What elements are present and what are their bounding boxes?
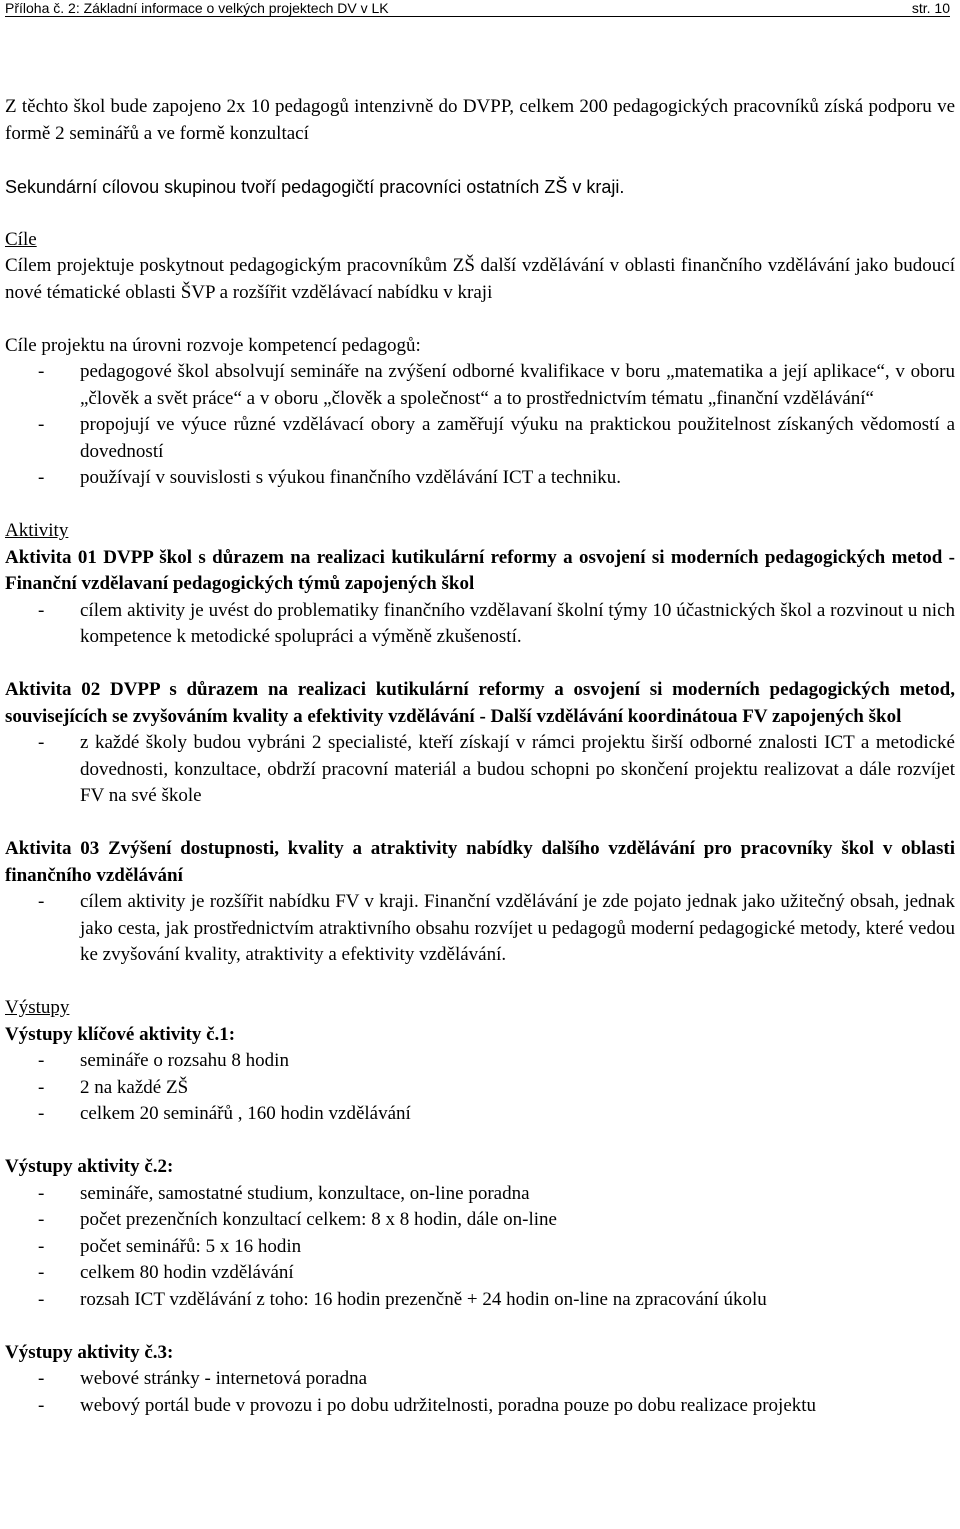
list-item: - pedagogové škol absolvují semináře na zvýšení odborné kvalifikace v boru „matematika a její aplikace“, v oboru „člověk a svět práce“ a v oboru „člověk a společnost“ a to prostřednictvím tématu „finanční vzdělávání“ [5, 359, 955, 412]
list-item: - webový portál bude v provozu i po dobu udržitelnosti, poradna pouze po dobu realizace projektu [5, 1393, 955, 1420]
activity-03-list [5, 889, 955, 969]
list-item: - cílem aktivity je uvést do problematiky finančního vzdělavaní školní týmy 10 účastnických škol a rozvinout u nich kompetence k metodické spolupráci a výměně zkušeností. [5, 598, 955, 651]
list-item: - používají v souvislosti s výukou finančního vzdělávání ICT a techniku. [5, 465, 955, 492]
intro-paragraph: Z těchto škol bude zapojeno 2x 10 pedagogů intenzivně do DVPP, celkem 200 pedagogických pracovníků získá podporu ve formě 2 seminářů a ve formě konzultací [5, 96, 955, 144]
cile-list [5, 359, 955, 492]
outputs-2-list [5, 1181, 955, 1314]
activity-01-title: Aktivita 01 DVPP škol s důrazem na realizaci kutikulární reformy a osvojení si moderních pedagogických metod - Finanční vzdělavaní pedagogických týmů zapojených škol [5, 546, 955, 594]
outputs-2-title: Výstupy aktivity č.2: [5, 1156, 174, 1177]
list-item: - 2 na každé ZŠ [5, 1075, 955, 1102]
document-body [5, 94, 955, 1419]
header-title: Příloha č. 2: Základní informace o velkých projektech DV v LK [5, 0, 389, 16]
list-item: - rozsah ICT vzdělávání z toho: 16 hodin prezenčně + 24 hodin on-line na zpracování úkolu [5, 1287, 955, 1314]
cile-paragraph: Cílem projektuje poskytnout pedagogickým pracovníkům ZŠ další vzdělávání v oblasti finančního vzdělávání jako budoucí nové tématické oblasti ŠVP a rozšířit vzdělávací nabídku v kraji [5, 255, 955, 303]
outputs-1-title: Výstupy klíčové aktivity č.1: [5, 1023, 236, 1045]
list-item: - počet seminářů: 5 x 16 hodin [5, 1234, 955, 1261]
list-item: - celkem 80 hodin vzdělávání [5, 1260, 955, 1287]
activity-01-list [5, 598, 955, 651]
list-item: - celkem 20 seminářů , 160 hodin vzdělávání [5, 1101, 955, 1128]
section-heading-cile: Cíle [5, 228, 37, 250]
list-item: - počet prezenčních konzultací celkem: 8 x 8 hodin, dále on-line [5, 1207, 955, 1234]
list-item: - cílem aktivity je rozšířit nabídku FV v kraji. Finanční vzdělávání je zde pojato jednak jako užitečný obsah, jednak jako cesta, jak prostřednictvím atraktivního obsahu rozvíjet u pedagogů moderní pedagogické metody, které vedou ke zvyšování kvality, atraktivity a efektivity vzdělávání. [5, 889, 955, 969]
activity-03-title: Aktivita 03 Zvýšení dostupnosti, kvality a atraktivity nabídky dalšího vzdělávání pro pracovníky škol v oblasti finančního vzdělávání [5, 838, 955, 886]
list-item: - semináře, samostatné studium, konzultace, on-line poradna [5, 1181, 955, 1208]
activity-02-list [5, 730, 955, 810]
list-item: - semináře o rozsahu 8 hodin [5, 1048, 955, 1075]
section-heading-vystupy: Výstupy [5, 997, 70, 1018]
list-item: - propojují ve výuce různé vzdělávací obory a zaměřují výuku na praktickou použitelnost získaných vědomostí a dovedností [5, 412, 955, 465]
cile-subheading: Cíle projektu na úrovni rozvoje kompetencí pedagogů: [5, 334, 421, 356]
page-number: str. 10 [911, 0, 950, 16]
page-header [5, 0, 950, 17]
activity-02-title: Aktivita 02 DVPP s důrazem na realizaci kutikulární reformy a osvojení si moderních pedagogických metod, souvisejících se zvyšováním kvality a efektivity vzdělávání - Další vzdělávání koordinátoua FV zapojených škol [5, 679, 955, 727]
secondary-target-paragraph: Sekundární cílovou skupinou tvoří pedagogičtí pracovníci ostatních ZŠ v kraji. [5, 176, 625, 197]
list-item: - webové stránky - internetová poradna [5, 1366, 955, 1393]
outputs-1-list [5, 1048, 955, 1128]
section-heading-aktivity: Aktivity [5, 520, 69, 541]
outputs-3-list [5, 1366, 955, 1419]
outputs-3-title: Výstupy aktivity č.3: [5, 1341, 174, 1363]
list-item: - z každé školy budou vybráni 2 specialisté, kteří získají v rámci projektu širší odborné znalosti ICT a metodické dovednosti, konzultace, obdrží pracovní materiál a budou schopni po skončení projektu realizovat a dále rozvíjet FV na své škole [5, 730, 955, 810]
